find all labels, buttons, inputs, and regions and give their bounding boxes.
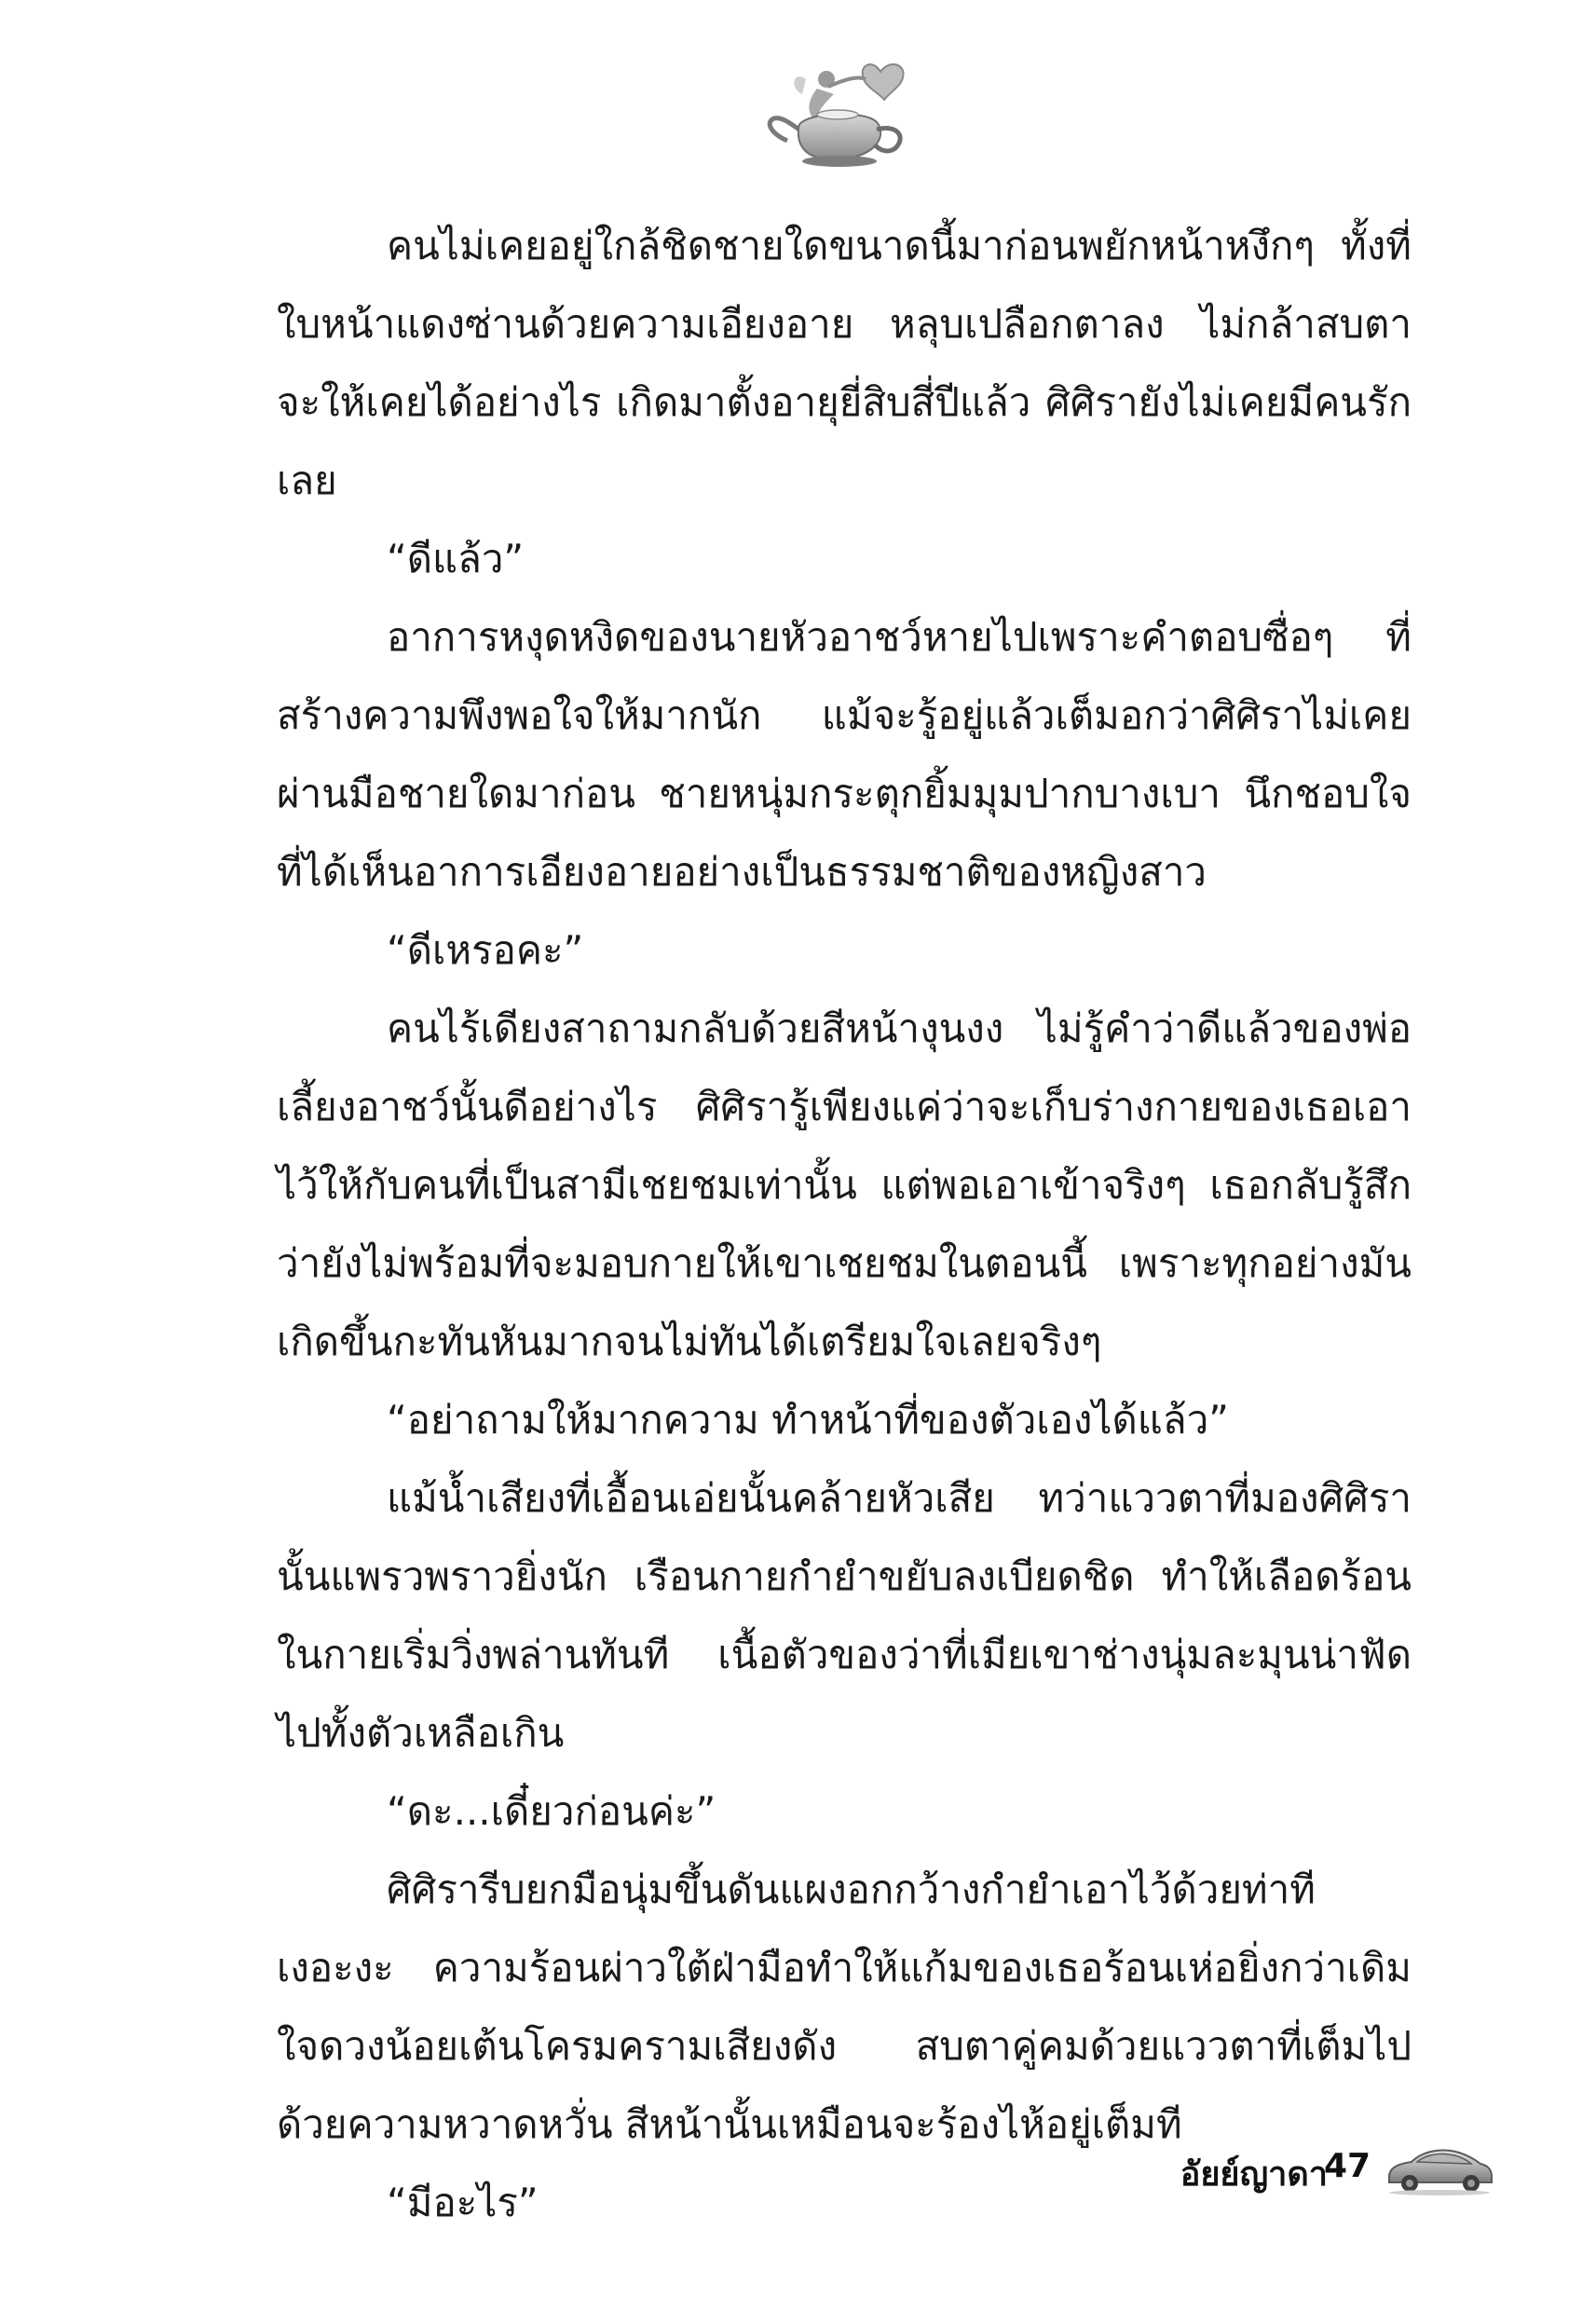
dialogue: “ดีแล้ว” <box>387 536 525 581</box>
page-number: 47 <box>1324 2147 1371 2185</box>
dialogue: “มีอะไร” <box>387 2180 539 2225</box>
paragraph: แม้น้ำเสียงที่เอื้อนเอ่ยนั้นคล้ายหัวเสีย ทว่าแววตาที่มองศิศิรานั้นแพรวพราวยิ่งนัก เรือนกายกำยำขยับลงเบียดชิด ทำให้เลือดร้อนในกายเริ่มวิ่งพล่านทันที เนื้อตัวของว่าที่เมียเขาช่างนุ่มละมุนน่าฟัดไปทั้งตัวเหลือเกิน <box>277 1475 1412 1756</box>
paragraph: คนไม่เคยอยู่ใกล้ชิดชายใดขนาดนี้มาก่อนพยักหน้าหงึกๆ ทั้งที่ใบหน้าแดงซ่านด้วยความเอียงอาย หลุบเปลือกตาลง ไม่กล้าสบตา จะให้เคยได้อย่างไร เกิดมาตั้งอายุยี่สิบสี่ปีแล้ว ศิศิรายังไม่เคยมีคนรักเลย <box>277 223 1412 503</box>
dialogue: “อย่าถามให้มากความ ทำหน้าที่ของตัวเองได้แล้ว” <box>387 1397 1229 1443</box>
paragraph: ศิศิรารีบยกมือนุ่มขึ้นดันแผงอกกว้างกำยำเอาไว้ด้วยท่าทีเงอะงะ ความร้อนผ่าวใต้ฝ่ามือทำให้แก้มของเธอร้อนเห่อยิ่งกว่าเดิม ใจดวงน้อยเต้นโครมครามเสียงดัง สบตาคู่คมด้วยแววตาที่เต็มไปด้วยความหวาดหวั่น สีหน้านั้นเหมือนจะร้องไห้อยู่เต็มที <box>277 1867 1412 2147</box>
car-icon <box>1384 2140 1495 2197</box>
paragraph: คนไร้เดียงสาถามกลับด้วยสีหน้างุนงง ไม่รู้คำว่าดีแล้วของพ่อเลี้ยงอาชว์นั้นดีอย่างไร ศิศิรารู้เพียงแค่ว่าจะเก็บร่างกายของเธอเอาไว้ให้กับคนที่เป็นสามีเชยชมเท่านั้น แต่พอเอาเข้าจริงๆ เธอกลับรู้สึกว่ายังไม่พร้อมที่จะมอบกายให้เขาเชยชมในตอนนี้ เพราะทุกอย่างมันเกิดขึ้นกะทันหันมากจนไม่ทันได้เตรียมใจเลยจริงๆ <box>277 1005 1412 1364</box>
author-name: อัยย์ญาดา <box>1180 2155 1328 2194</box>
teapot-fairy-icon <box>761 51 920 177</box>
dialogue: “ดะ...เดี๋ยวก่อนค่ะ” <box>387 1788 716 1834</box>
page-footer <box>1039 2134 1495 2208</box>
story-body <box>277 207 1412 2242</box>
dialogue: “ดีเหรอคะ” <box>387 927 584 973</box>
paragraph: อาการหงุดหงิดของนายหัวอาชว์หายไปเพราะคำตอบซื่อๆ ที่สร้างความพึงพอใจให้มากนัก แม้จะรู้อยู่แล้วเต็มอกว่าศิศิราไม่เคยผ่านมือชายใดมาก่อน ชายหนุ่มกระตุกยิ้มมุมปากบางเบา นึกชอบใจที่ได้เห็นอาการเอียงอายอย่างเป็นธรรมชาติของหญิงสาว <box>277 614 1412 895</box>
